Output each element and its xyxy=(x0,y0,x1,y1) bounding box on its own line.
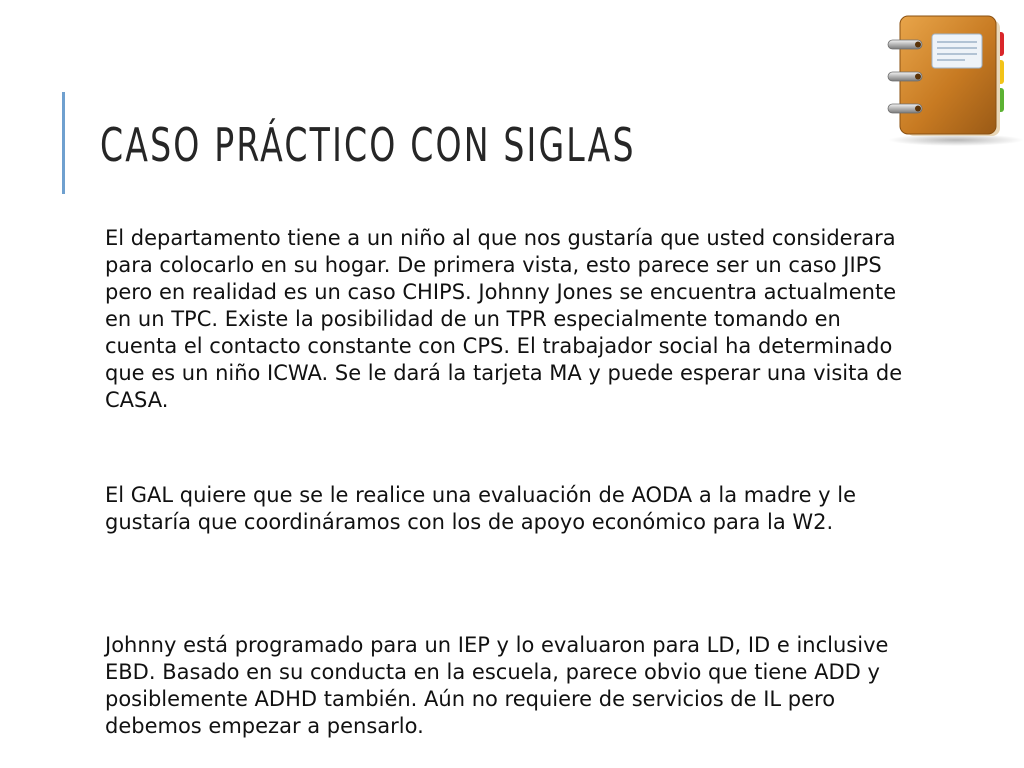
notebook-label xyxy=(932,34,982,68)
paragraph-johnny-school: Johnny está programado para un IEP y lo evaluaron para LD, ID e inclusive EBD. Basado en su conducta en la escuela, parece obvio que tiene ADD y posiblemente ADHD también. Aún no requiere de servicios de IL pero debemos empezar a pensarlo. xyxy=(105,633,889,738)
paragraph-gal-request: El GAL quiere que se le realice una evaluación de AODA a la madre y le gustaría que coordináramos con los de apoyo económico para la W2. xyxy=(105,483,857,534)
title-accent-bar xyxy=(62,92,65,194)
slide-title: CASO PRÁCTICO CON SIGLAS xyxy=(100,118,636,172)
paragraph-case-intro: El departamento tiene a un niño al que nos gustaría que usted considerara para colocarlo en su hogar. De primera vista, esto parece ser un caso JIPS pero en realidad es un caso CHIPS. Johnny Jones se encuentra actualmente en un TPC. Existe la posibilidad de un TPR especialmente tomando en cuenta el contacto constante con CPS. El trabajador social ha determinado que es un niño ICWA. Se le dará la tarjeta MA y puede esperar una visita de CASA. xyxy=(105,226,903,412)
notebook-icon xyxy=(880,10,1024,150)
